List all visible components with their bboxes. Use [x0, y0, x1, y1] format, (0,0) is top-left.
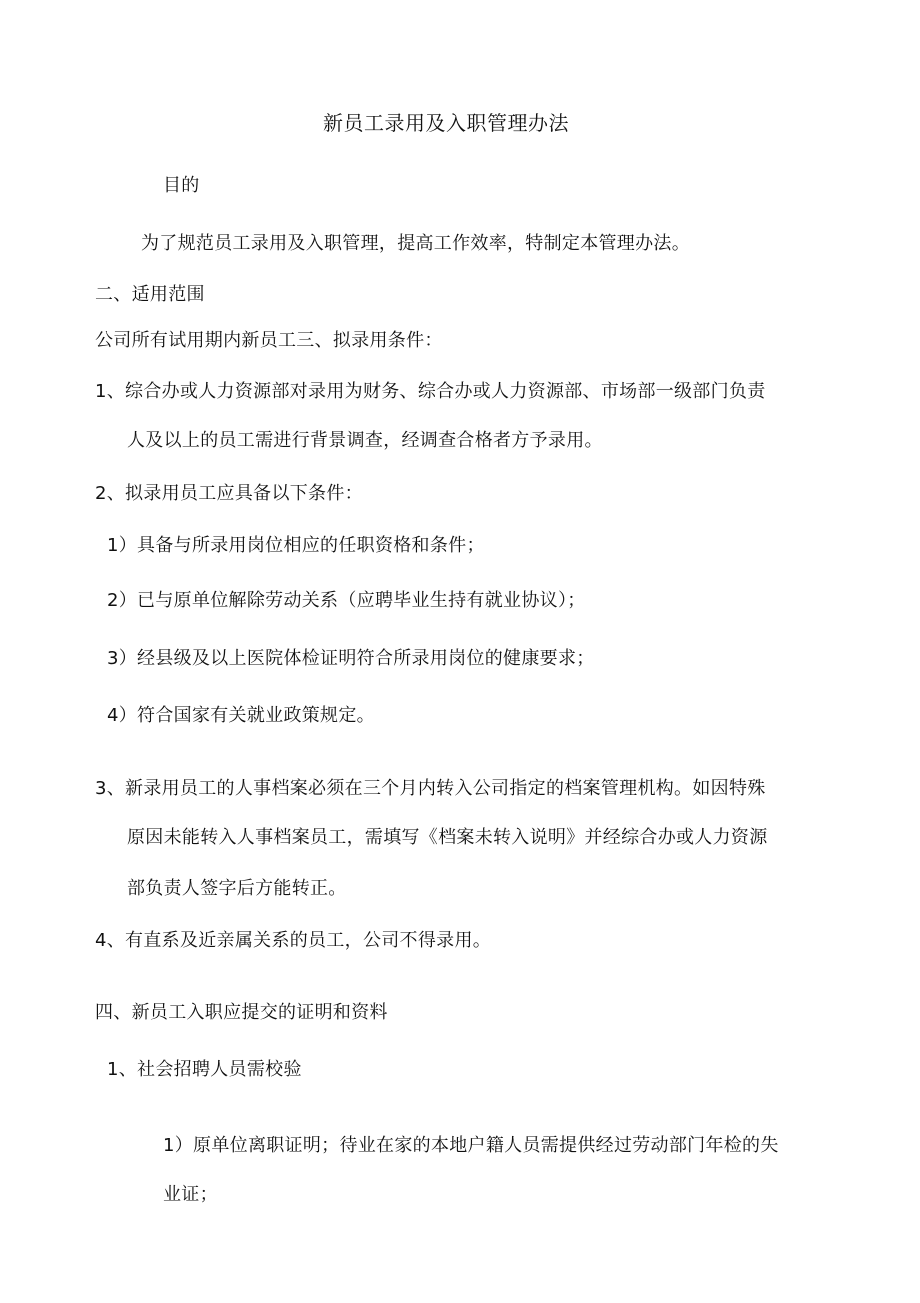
list-item-3: 3、新录用员工的人事档案必须在三个月内转入公司指定的档案管理机构。如因特殊 — [95, 778, 766, 799]
section-heading-purpose: 目的 — [163, 175, 200, 196]
sub-item-2: 2）已与原单位解除劳动关系（应聘毕业生持有就业协议）； — [107, 590, 586, 611]
sub-item-4: 4）符合国家有关就业政策规定。 — [107, 705, 375, 726]
list-item-2: 2、拟录用员工应具备以下条件： — [95, 483, 363, 504]
paragraph-purpose: 为了规范员工录用及入职管理，提高工作效率，特制定本管理办法。 — [141, 233, 690, 254]
paragraph-scope: 公司所有试用期内新员工三、拟录用条件： — [95, 330, 443, 351]
list-item-3-continued-2: 部负责人签字后方能转正。 — [127, 878, 347, 899]
list-item-3-continued-1: 原因未能转入人事档案员工，需填写《档案未转入说明》并经综合办或人力资源 — [127, 827, 768, 848]
sub-item-resignation-proof: 1）原单位离职证明；待业在家的本地户籍人员需提供经过劳动部门年检的失 — [163, 1135, 779, 1156]
sub-item-resignation-proof-continued: 业证； — [163, 1184, 218, 1205]
document-title: 新员工录用及入职管理办法 — [323, 111, 569, 135]
section-heading-scope: 二、适用范围 — [95, 284, 205, 305]
sub-item-1: 1）具备与所录用岗位相应的任职资格和条件； — [107, 535, 485, 556]
list-item-1-continued: 人及以上的员工需进行背景调查，经调查合格者方予录用。 — [127, 430, 603, 451]
list-item-social-recruitment: 1、社会招聘人员需校验 — [107, 1059, 302, 1080]
section-heading-documents: 四、新员工入职应提交的证明和资料 — [95, 1002, 388, 1023]
list-item-4: 4、有直系及近亲属关系的员工，公司不得录用。 — [95, 930, 492, 951]
list-item-1: 1、综合办或人力资源部对录用为财务、综合办或人力资源部、市场部一级部门负责 — [95, 381, 766, 402]
sub-item-3: 3）经县级及以上医院体检证明符合所录用岗位的健康要求； — [107, 648, 595, 669]
